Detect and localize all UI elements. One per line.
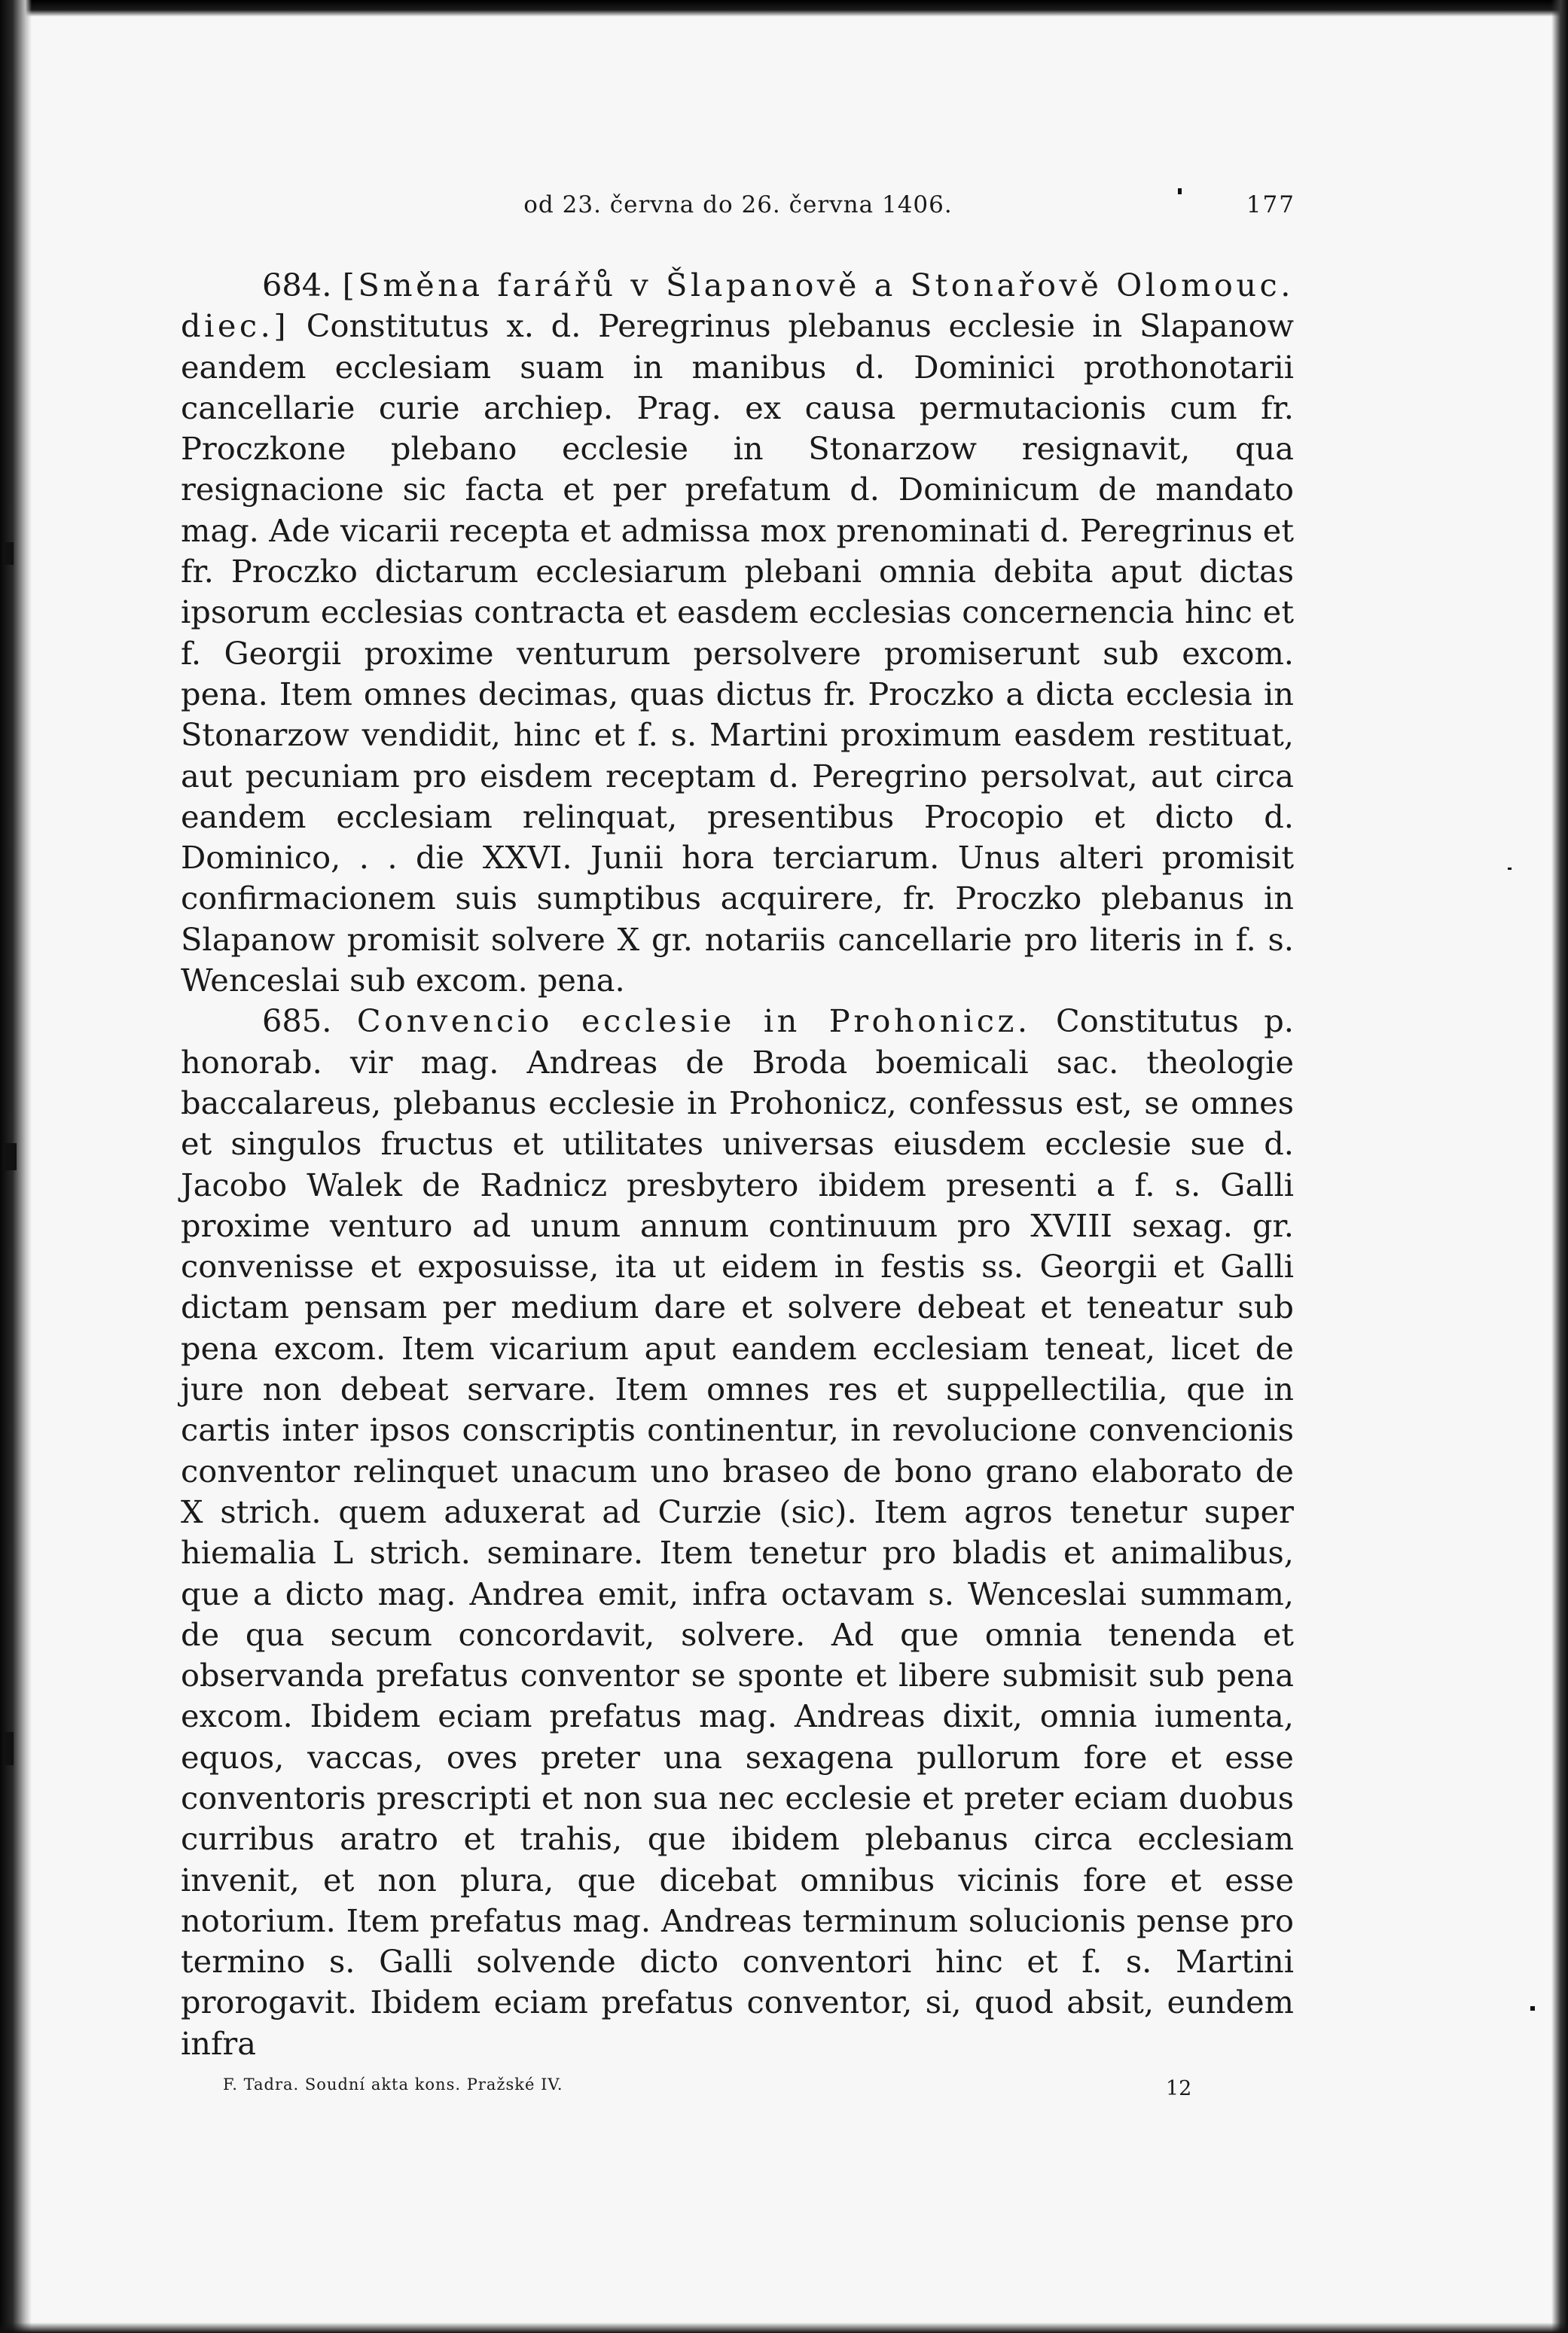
document-body <box>181 265 1294 2064</box>
scan-edge-bottom <box>0 2322 1568 2333</box>
dust-speck <box>1530 2006 1535 2011</box>
signature-line: F. Tadra. Soudní akta kons. Pražské IV. <box>223 2075 563 2094</box>
running-head <box>181 191 1295 229</box>
page-number: 177 <box>1246 191 1295 218</box>
entry-number: 685. <box>262 1002 332 1040</box>
entry-684 <box>181 265 1294 1001</box>
scan-edge-right <box>1551 0 1568 2333</box>
binding-mark <box>5 1143 17 1170</box>
binding-mark <box>5 1732 14 1765</box>
binding-mark <box>3 542 14 565</box>
entry-685 <box>181 1001 1294 2064</box>
entry-heading: [Směna farářů v Šlapanově a Stonařově Olomouc. diec.] <box>181 267 1294 345</box>
entry-body: Constitutus p. honorab. vir mag. Andreas de Broda boemicali sac. theologie baccalareus, plebanus ecclesie in Prohonicz, confessus est, se omnes et singulos fructus et utilitates universas eiusdem ecclesie sue d. Jacobo Walek de Radnicz presbytero ibidem presenti a f. s. Galli proxime venturo ad unum annum continuum pro XVIII sexag. gr. convenisse et exposuisse, ita ut eidem in festis ss. Georgii et Galli dictam pensam per medium dare et solvere debeat et teneatur sub pena excom. Item vicarium aput eandem ecclesiam teneat, licet de jure non debeat servare. Item omnes res et suppellectilia, que in cartis inter ipsos conscriptis continentur, in revolucione convencionis conventor relinquet unacum uno braseo de bono grano elaborato de X strich. quem aduxerat ad Curzie (sic). Item agros tenetur super hiemalia L strich. seminare. Item tenetur pro bladis et animalibus, que a dicto mag. Andrea emit, infra octavam s. Wenceslai summam, de qua secum concordavit, solvere. Ad que omnia tenenda et observanda prefatus conventor se sponte et libere submisit sub pena excom. Ibidem eciam prefatus mag. Andreas dixit, omnia iumenta, equos, vaccas, oves preter una sexagena pullorum fore et esse conventoris prescripti et non sua nec ecclesie et preter eciam duobus curribus aratro et trahis, que ibidem plebanus circa ecclesiam invenit, et non plura, que dicebat omnibus vicinis fore et esse notorium. Item prefatus mag. Andreas terminum solucionis pense pro termino s. Galli solvende dicto conventori hinc et f. s. Martini prorogavit. Ibidem eciam prefatus conventor, si, quod absit, eundem infra <box>181 1002 1294 2062</box>
entry-body: Constitutus x. d. Peregrinus plebanus ecclesie in Slapanow eandem ecclesiam suam in manibus d. Dominici prothonotarii cancellarie curie archiep. Prag. ex causa permutacionis cum fr. Proczkone plebano ecclesie in Stonarzow resignavit, qua resignacione sic facta et per prefatum d. Dominicum de mandato mag. Ade vicarii recepta et admissa mox prenominati d. Peregrinus et fr. Proczko dictarum ecclesiarum plebani omnia debita aput dictas ipsorum ecclesias contracta et easdem ecclesias concernencia hinc et f. Georgii proxime venturum persolvere promiserunt sub excom. pena. Item omnes decimas, quas dictus fr. Proczko a dicta ecclesia in Stonarzow vendidit, hinc et f. s. Martini proximum easdem restituat, aut pecuniam pro eisdem receptam d. Peregrino persolvat, aut circa eandem ecclesiam relinquat, presentibus Procopio et dicto d. Dominico, . . die XXVI. Junii hora terciarum. Unus alteri promisit confirmacionem suis sumptibus acquirere, fr. Proczko plebanus in Slapanow promisit solvere X gr. notariis cancellarie pro literis in f. s. Wenceslai sub excom. pena. <box>181 307 1294 999</box>
dust-speck <box>1508 868 1512 870</box>
sheet-number: 12 <box>1166 2077 1192 2100</box>
scan-edge-top <box>0 0 1568 17</box>
entry-heading: Convencio ecclesie in Prohonicz. <box>356 1002 1031 1040</box>
entry-number: 684. <box>262 267 332 303</box>
running-title: od 23. června do 26. června 1406. <box>523 191 953 218</box>
